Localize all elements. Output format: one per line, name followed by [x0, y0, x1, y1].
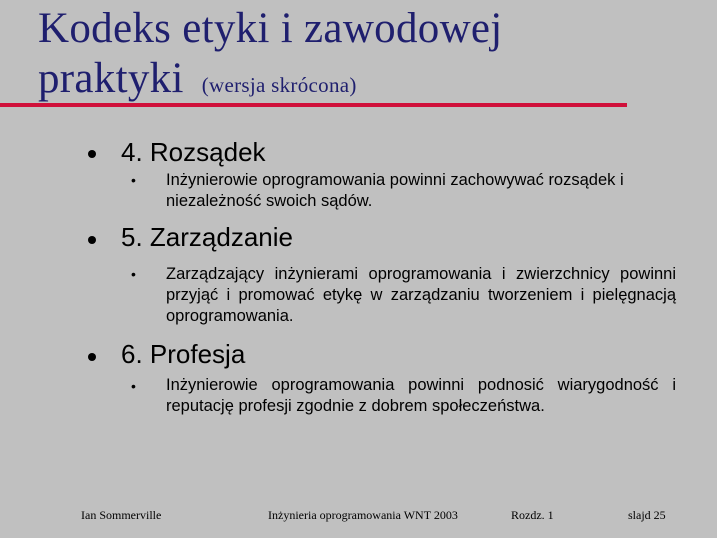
- title-line-2: [38, 54, 503, 110]
- title-line-1: Kodeks etyki i zawodowej: [38, 5, 503, 52]
- bullet-dot: [88, 150, 96, 158]
- title-note: (wersja skrócona): [201, 73, 357, 97]
- title-word: praktyki: [38, 55, 184, 102]
- footer-author: Ian Sommerville: [81, 508, 162, 522]
- section-text-rozsadek: Inżynierowie oprogramowania powinni zachowywać rozsądek i niezależność swoich sądów.: [166, 171, 624, 210]
- footer-chapter: Rozdz. 1: [511, 508, 554, 522]
- bullet-dot: [88, 353, 96, 361]
- section-heading-zarzadzanie: 5. Zarządzanie: [121, 222, 293, 252]
- sub-bullet-dot: •: [131, 266, 136, 282]
- sub-bullet-dot: •: [131, 378, 136, 394]
- footer-course: Inżynieria oprogramowania WNT 2003: [268, 508, 458, 522]
- footer-slide-number: slajd 25: [628, 508, 666, 522]
- section-heading-rozsadek: 4. Rozsądek: [121, 137, 266, 167]
- section-text-profesja: Inżynierowie oprogramowania powinni podnosić wiarygodność i reputację profesji zgodnie z dobrem społeczeństwa.: [166, 376, 676, 415]
- section-heading-profesja: 6. Profesja: [121, 339, 246, 369]
- bullet-dot: [88, 236, 96, 244]
- section-text-zarzadzanie: Zarządzający inżynierami oprogramowania i zwierzchnicy powinni przyjąć i promować etykę w zarządzaniu tworzeniem i pielęgnacją oprogramowania.: [166, 265, 676, 325]
- sub-bullet-dot: •: [131, 172, 136, 188]
- slide-title: [38, 4, 503, 110]
- title-underline: [0, 103, 627, 107]
